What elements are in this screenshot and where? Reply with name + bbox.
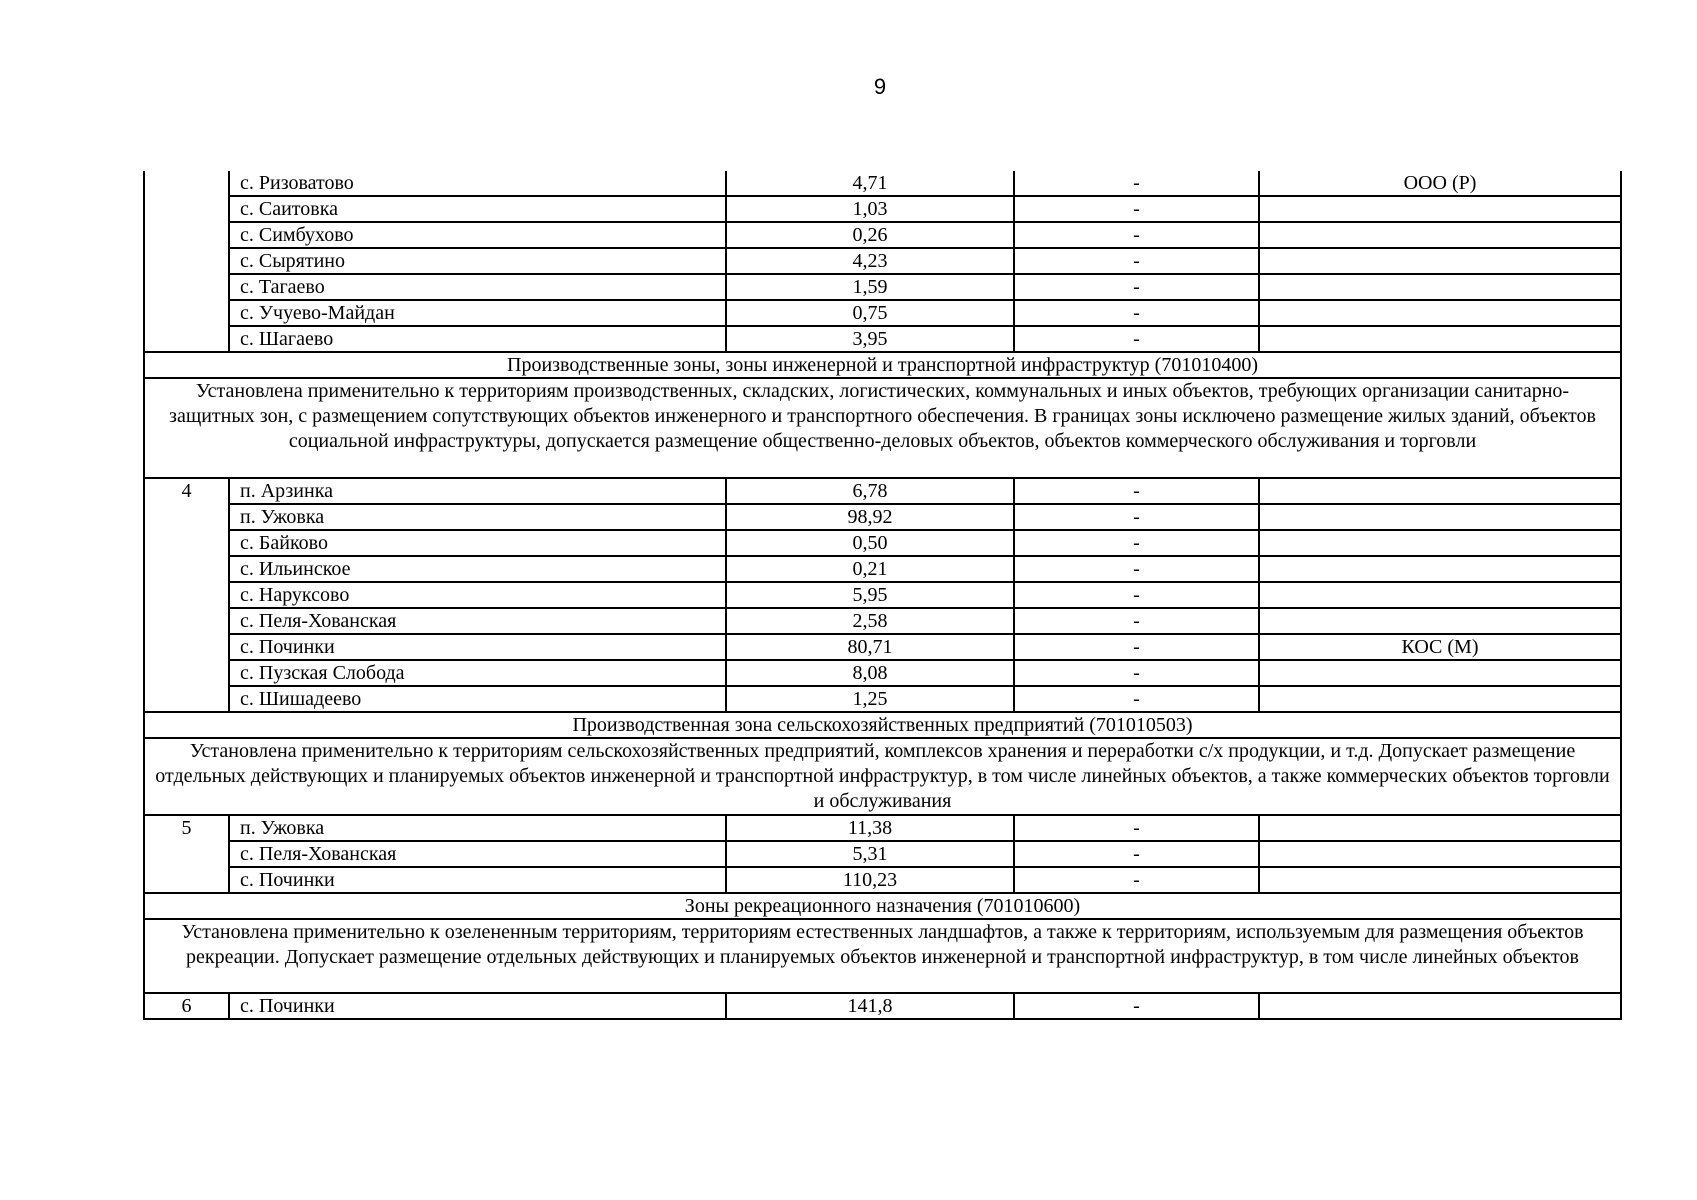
dash-cell: - [1014,171,1259,196]
row-number-cell [144,530,229,556]
area-cell: 110,23 [726,867,1014,893]
note-cell: КОС (М) [1259,634,1621,660]
note-cell [1259,248,1621,274]
row-number-cell [144,634,229,660]
zone-header-row [144,352,1621,378]
row-number-cell [144,841,229,867]
zone-description: Установлена применительно к территориям производственных, складских, логистических, коммунальных и иных объектов, требующих организации санитарно-защитных зон, с размещением сопутствующих объектов инженерного и транспортного обеспечения. В границах зоны исключено размещение жилых зданий, объектов социальной инфраструктуры, допускается размещение общественно-деловых объектов, объектов коммерческого обслуживания и торговли [144,378,1621,478]
row-number-cell [144,171,229,196]
area-cell: 6,78 [726,478,1014,504]
dash-cell: - [1014,582,1259,608]
row-number-cell: 5 [144,815,229,841]
zones-table [143,171,1622,1020]
zone-header-row [144,893,1621,919]
zone-description-row [144,919,1621,993]
note-cell [1259,530,1621,556]
table-row [144,993,1621,1019]
table-row [144,274,1621,300]
settlement-name-cell: п. Арзинка [229,478,726,504]
area-cell: 1,25 [726,686,1014,712]
table-row [144,634,1621,660]
table-row [144,660,1621,686]
area-cell: 3,95 [726,326,1014,352]
note-cell [1259,556,1621,582]
note-cell [1259,196,1621,222]
table-row [144,478,1621,504]
note-cell [1259,504,1621,530]
settlement-name-cell: с. Шишадеево [229,686,726,712]
note-cell [1259,686,1621,712]
zone-description: Установлена применительно к территориям сельскохозяйственных предприятий, комплексов хранения и переработки с/х продукции, и т.д. Допускает размещение отдельных действующих и планируемых объектов инженерной и транспортной инфраструктур, в том числе линейных объектов, а также коммерческих объектов торговли и обслуживания [144,738,1621,815]
note-cell [1259,660,1621,686]
dash-cell: - [1014,274,1259,300]
settlement-name-cell: с. Учуево-Майдан [229,300,726,326]
table-row [144,171,1621,196]
area-cell: 2,58 [726,608,1014,634]
zone-description-row [144,378,1621,478]
dash-cell: - [1014,867,1259,893]
settlement-name-cell: с. Пеля-Хованская [229,841,726,867]
area-cell: 4,23 [726,248,1014,274]
table-row [144,530,1621,556]
area-cell: 1,03 [726,196,1014,222]
area-cell: 11,38 [726,815,1014,841]
dash-cell: - [1014,993,1259,1019]
row-number-cell: 6 [144,993,229,1019]
table-row [144,582,1621,608]
dash-cell: - [1014,504,1259,530]
dash-cell: - [1014,326,1259,352]
table-row [144,556,1621,582]
settlement-name-cell: с. Сырятино [229,248,726,274]
area-cell: 0,26 [726,222,1014,248]
settlement-name-cell: с. Ризоватово [229,171,726,196]
row-number-cell: 4 [144,478,229,504]
settlement-name-cell: с. Пузская Слобода [229,660,726,686]
note-cell [1259,222,1621,248]
area-cell: 0,50 [726,530,1014,556]
area-cell: 0,21 [726,556,1014,582]
note-cell [1259,326,1621,352]
row-number-cell [144,326,229,352]
zone-description-row [144,738,1621,815]
table-row [144,504,1621,530]
row-number-cell [144,608,229,634]
zone-title: Зоны рекреационного назначения (701010600) [144,893,1621,919]
row-number-cell [144,300,229,326]
settlement-name-cell: с. Шагаево [229,326,726,352]
table-row [144,196,1621,222]
settlement-name-cell: с. Починки [229,993,726,1019]
row-number-cell [144,660,229,686]
table-row [144,248,1621,274]
note-cell [1259,478,1621,504]
settlement-name-cell: с. Ильинское [229,556,726,582]
row-number-cell [144,504,229,530]
note-cell [1259,300,1621,326]
dash-cell: - [1014,196,1259,222]
note-cell [1259,815,1621,841]
area-cell: 8,08 [726,660,1014,686]
dash-cell: - [1014,530,1259,556]
table-row [144,326,1621,352]
zones-table-body [144,171,1621,1019]
row-number-cell [144,582,229,608]
settlement-name-cell: с. Тагаево [229,274,726,300]
dash-cell: - [1014,686,1259,712]
note-cell [1259,841,1621,867]
row-number-cell [144,274,229,300]
zone-header-row [144,712,1621,738]
note-cell [1259,993,1621,1019]
row-number-cell [144,867,229,893]
zone-title: Производственные зоны, зоны инженерной и транспортной инфраструктур (701010400) [144,352,1621,378]
note-cell: ООО (Р) [1259,171,1621,196]
dash-cell: - [1014,300,1259,326]
dash-cell: - [1014,841,1259,867]
dash-cell: - [1014,815,1259,841]
table-row [144,300,1621,326]
settlement-name-cell: с. Починки [229,867,726,893]
dash-cell: - [1014,608,1259,634]
note-cell [1259,274,1621,300]
table-row [144,815,1621,841]
dash-cell: - [1014,634,1259,660]
settlement-name-cell: с. Починки [229,634,726,660]
zone-title: Производственная зона сельскохозяйственных предприятий (701010503) [144,712,1621,738]
note-cell [1259,867,1621,893]
dash-cell: - [1014,248,1259,274]
settlement-name-cell: с. Наруксово [229,582,726,608]
row-number-cell [144,248,229,274]
row-number-cell [144,686,229,712]
settlement-name-cell: с. Саитовка [229,196,726,222]
table-row [144,222,1621,248]
page-number: 9 [873,74,887,99]
row-number-cell [144,222,229,248]
area-cell: 80,71 [726,634,1014,660]
row-number-cell [144,556,229,582]
dash-cell: - [1014,222,1259,248]
dash-cell: - [1014,556,1259,582]
dash-cell: - [1014,478,1259,504]
settlement-name-cell: п. Ужовка [229,504,726,530]
area-cell: 4,71 [726,171,1014,196]
settlement-name-cell: п. Ужовка [229,815,726,841]
area-cell: 141,8 [726,993,1014,1019]
table-row [144,686,1621,712]
note-cell [1259,608,1621,634]
zone-description: Установлена применительно к озелененным территориям, территориям естественных ландшафтов, а также к территориям, используемым для размещения объектов рекреации. Допускает размещение отдельных действующих и планируемых объектов инженерной и транспортной инфраструктур, в том числе линейных объектов [144,919,1621,993]
settlement-name-cell: с. Байково [229,530,726,556]
area-cell: 5,31 [726,841,1014,867]
table-row [144,867,1621,893]
area-cell: 98,92 [726,504,1014,530]
table-row [144,608,1621,634]
table-row [144,841,1621,867]
settlement-name-cell: с. Пеля-Хованская [229,608,726,634]
note-cell [1259,582,1621,608]
area-cell: 5,95 [726,582,1014,608]
area-cell: 1,59 [726,274,1014,300]
area-cell: 0,75 [726,300,1014,326]
dash-cell: - [1014,660,1259,686]
row-number-cell [144,196,229,222]
settlement-name-cell: с. Симбухово [229,222,726,248]
